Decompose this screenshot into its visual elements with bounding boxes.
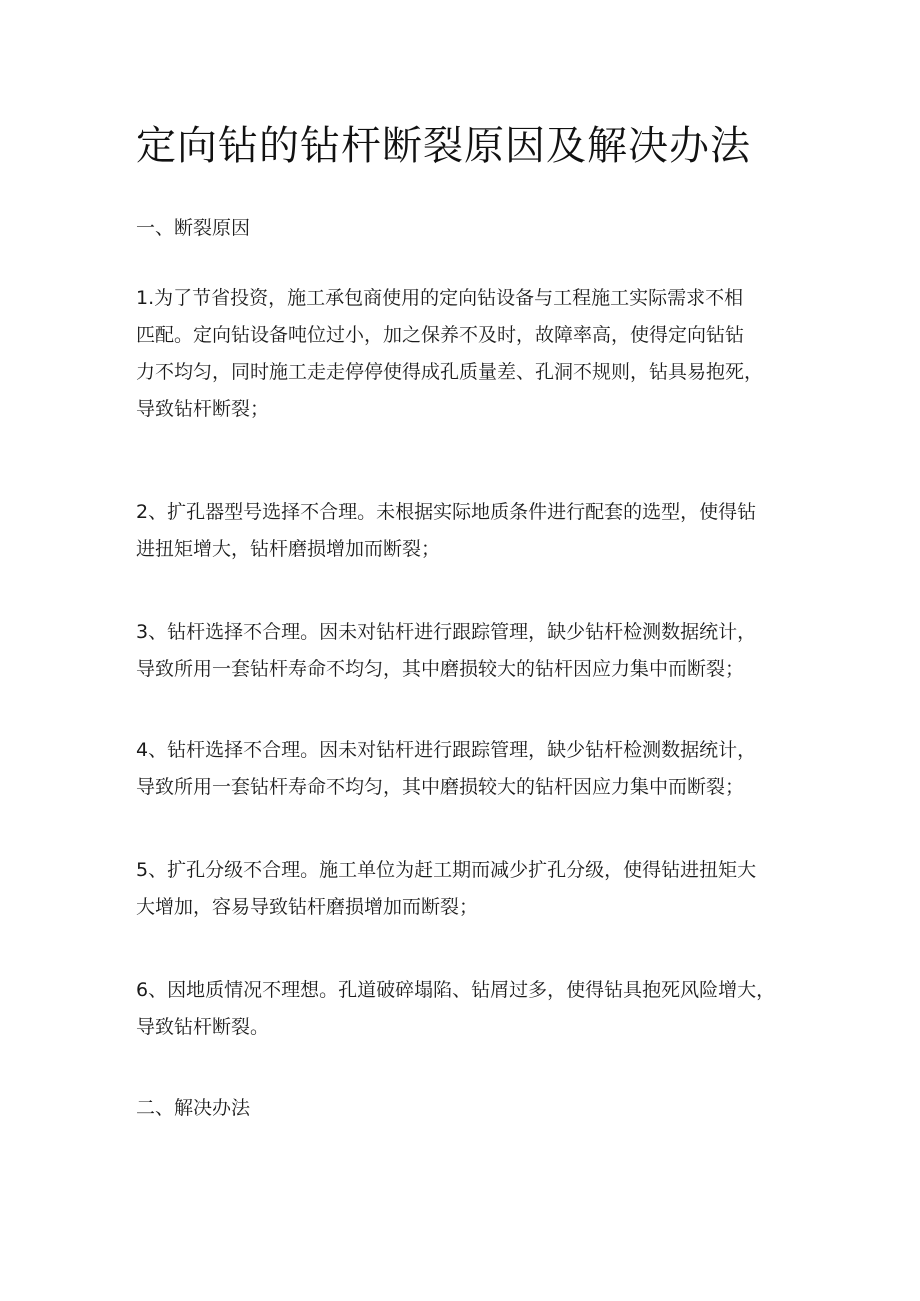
paragraph-line: 3、钻杆选择不合理。因未对钻杆进行跟踪管理，缺少钻杆检测数据统计， — [136, 621, 757, 643]
document-title: 定向钻的钻杆断裂原因及解决办法 — [136, 123, 751, 169]
paragraph-item-4 — [136, 732, 796, 806]
paragraph-item-2 — [136, 494, 796, 568]
paragraph-line: 力不均匀，同时施工走走停停使得成孔质量差、孔洞不规则，钻具易抱死， — [136, 361, 764, 383]
paragraph-line: 5、扩孔分级不合理。施工单位为赶工期而减少扩孔分级，使得钻进扭矩大 — [136, 859, 757, 881]
paragraph-line: 大增加，容易导致钻杆磨损增加而断裂； — [136, 896, 479, 918]
section-heading-solutions: 二、解决办法 — [136, 1097, 251, 1119]
paragraph-line: 6、因地质情况不理想。孔道破碎塌陷、钻屑过多，使得钻具抱死风险增大， — [136, 979, 776, 1001]
paragraph-line: 匹配。定向钻设备吨位过小，加之保养不及时，故障率高，使得定向钻钻 — [136, 324, 745, 346]
paragraph-line: 4、钻杆选择不合理。因未对钻杆进行跟踪管理，缺少钻杆检测数据统计， — [136, 739, 757, 761]
paragraph-line: 导致所用一套钻杆寿命不均匀，其中磨损较大的钻杆因应力集中而断裂； — [136, 658, 745, 680]
paragraph-line: 进扭矩增大，钻杆磨损增加而断裂； — [136, 538, 441, 560]
paragraph-item-5 — [136, 852, 796, 926]
paragraph-line: 导致所用一套钻杆寿命不均匀，其中磨损较大的钻杆因应力集中而断裂； — [136, 776, 745, 798]
paragraph-line: 1.为了节省投资，施工承包商使用的定向钻设备与工程施工实际需求不相 — [136, 287, 744, 309]
paragraph-item-3 — [136, 614, 796, 688]
paragraph-line: 导致钻杆断裂。 — [136, 1016, 270, 1038]
paragraph-line: 导致钻杆断裂； — [136, 398, 270, 420]
paragraph-item-1 — [136, 280, 796, 428]
section-heading-causes: 一、断裂原因 — [136, 217, 251, 239]
paragraph-line: 2、扩孔器型号选择不合理。未根据实际地质条件进行配套的选型，使得钻 — [136, 501, 757, 523]
paragraph-item-6 — [136, 972, 796, 1046]
